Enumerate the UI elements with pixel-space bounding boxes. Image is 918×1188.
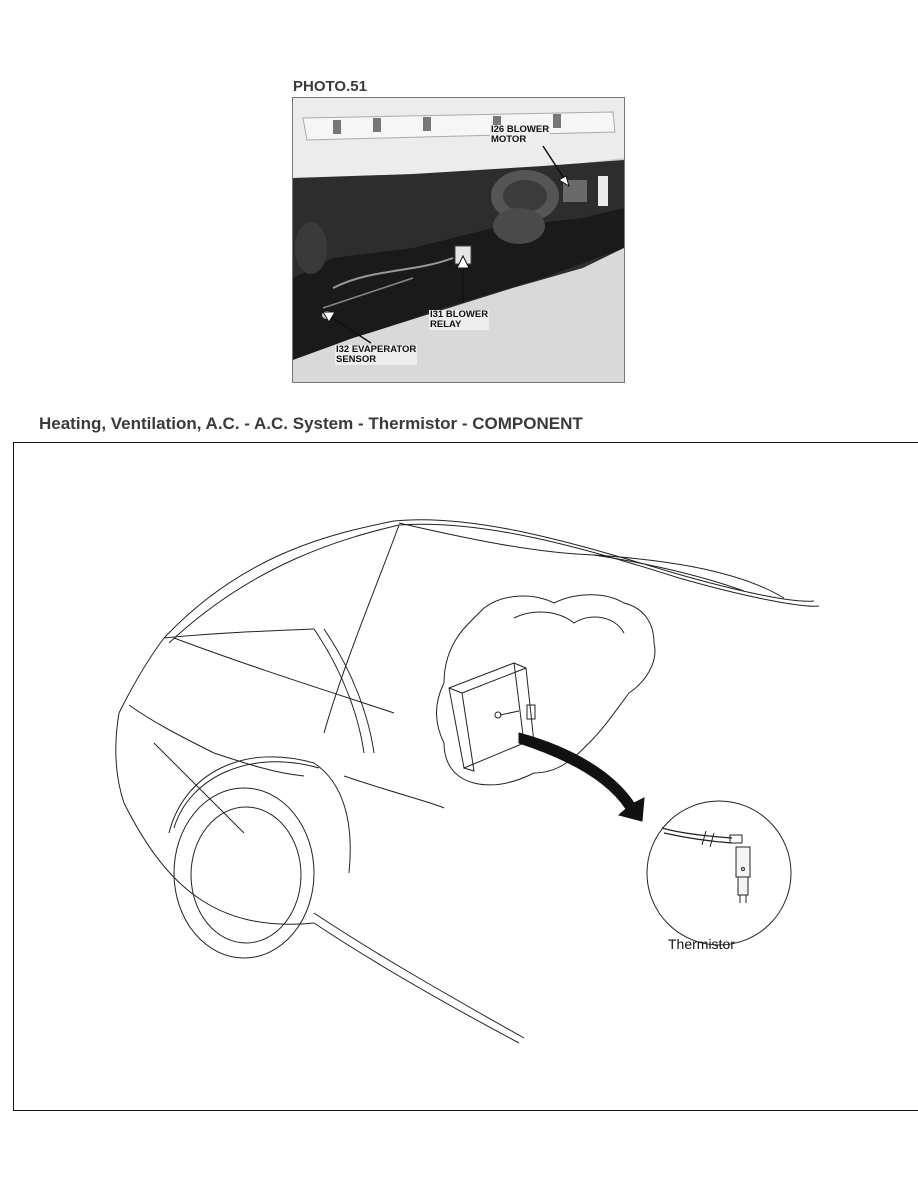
component-photo — [292, 97, 625, 383]
component-diagram — [13, 442, 918, 1111]
blower-motor-label: I26 BLOWER MOTOR — [491, 124, 550, 145]
photo-caption: PHOTO.51 — [293, 78, 367, 95]
section-title: Heating, Ventilation, A.C. - A.C. System - Thermistor - COMPONENT — [39, 414, 583, 433]
thermistor-label: Thermistor — [668, 936, 735, 952]
photo-illustration — [293, 98, 624, 382]
vehicle-line-drawing — [14, 443, 918, 1111]
blower-relay-label: I31 BLOWER RELAY — [430, 309, 489, 330]
evaporator-sensor-label: I32 EVAPERATOR SENSOR — [336, 344, 417, 365]
